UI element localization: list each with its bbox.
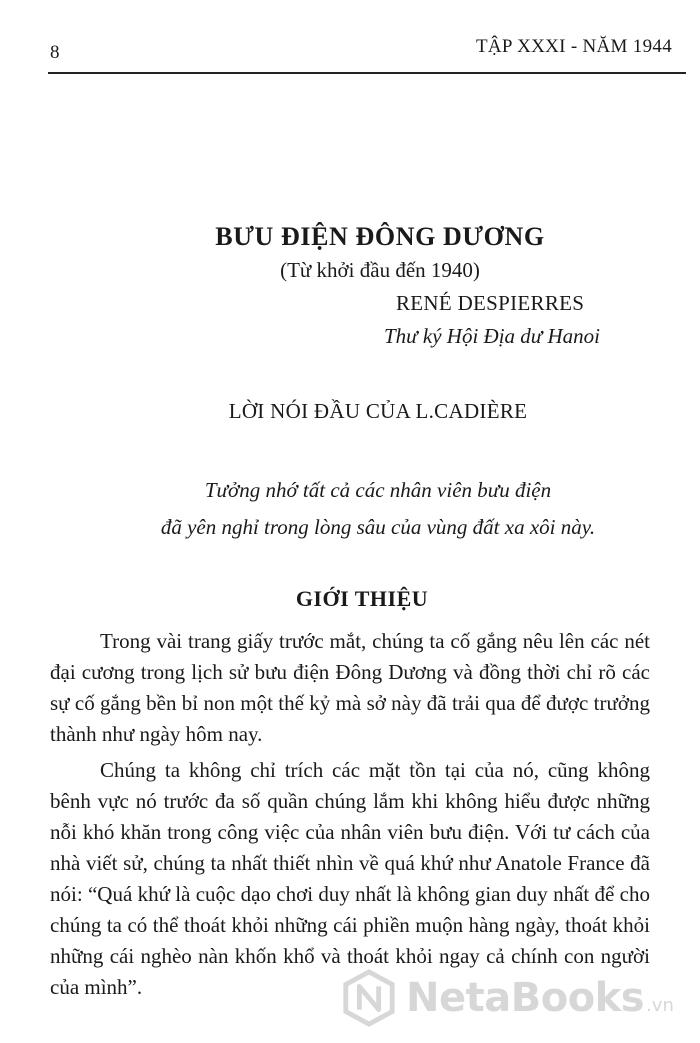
- author-role: Thư ký Hội Địa dư Hanoi: [384, 324, 600, 348]
- preface-title: LỜI NÓI ĐẦU CỦA L.CADIÈRE: [228, 399, 528, 423]
- page-number: 8: [50, 42, 60, 63]
- dedication-line-2: đã yên nghỉ trong lòng sâu của vùng đất xa xôi này.: [160, 515, 596, 539]
- watermark-suffix: .vn: [646, 994, 674, 1016]
- running-header: TẬP XXXI - NĂM 1944: [475, 36, 672, 57]
- article-title: BƯU ĐIỆN ĐÔNG DƯƠNG: [215, 222, 545, 251]
- header-rule: [48, 72, 686, 74]
- body-paragraph-2: Chúng ta không chỉ trích các mặt tồn tại của nó, cũng không bênh vực nó trước đa số quần chúng lắm khi không hiểu được những nỗi khó khăn trong công việc của nhân viên bưu điện. Với tư cách của nhà viết sử, chúng ta nhất thiết nhìn về quá khứ như Anatole France đã nói: “Quá khứ là cuộc dạo chơi duy nhất là không gian duy nhất để cho chúng ta có thể thoát khỏi những cái phiền muộn hàng ngày, thoát khỏi những cái nghèo nàn khốn khổ và thoát khỏi ngay cả chính con người của mình”.: [50, 758, 650, 999]
- watermark: [340, 962, 700, 1034]
- author-name: RENÉ DESPIERRES: [396, 291, 585, 315]
- article-subtitle: (Từ khởi đầu đến 1940): [280, 258, 480, 282]
- body-paragraph-1: Trong vài trang giấy trước mắt, chúng ta cố gắng nêu lên các nét đại cương trong lịch sử bưu điện Đông Dương và đồng thời chỉ rõ các sự cố gắng bền bỉ non một thế kỷ mà sở này đã trải qua để được trưởng thành như ngày hôm nay.: [50, 629, 650, 746]
- netabooks-logo-icon: [340, 969, 398, 1027]
- dedication-line-1: Tưởng nhớ tất cả các nhân viên bưu điện: [204, 478, 552, 502]
- section-heading: GIỚI THIỆU: [295, 586, 429, 611]
- watermark-brand: NetaBooks: [406, 975, 645, 1021]
